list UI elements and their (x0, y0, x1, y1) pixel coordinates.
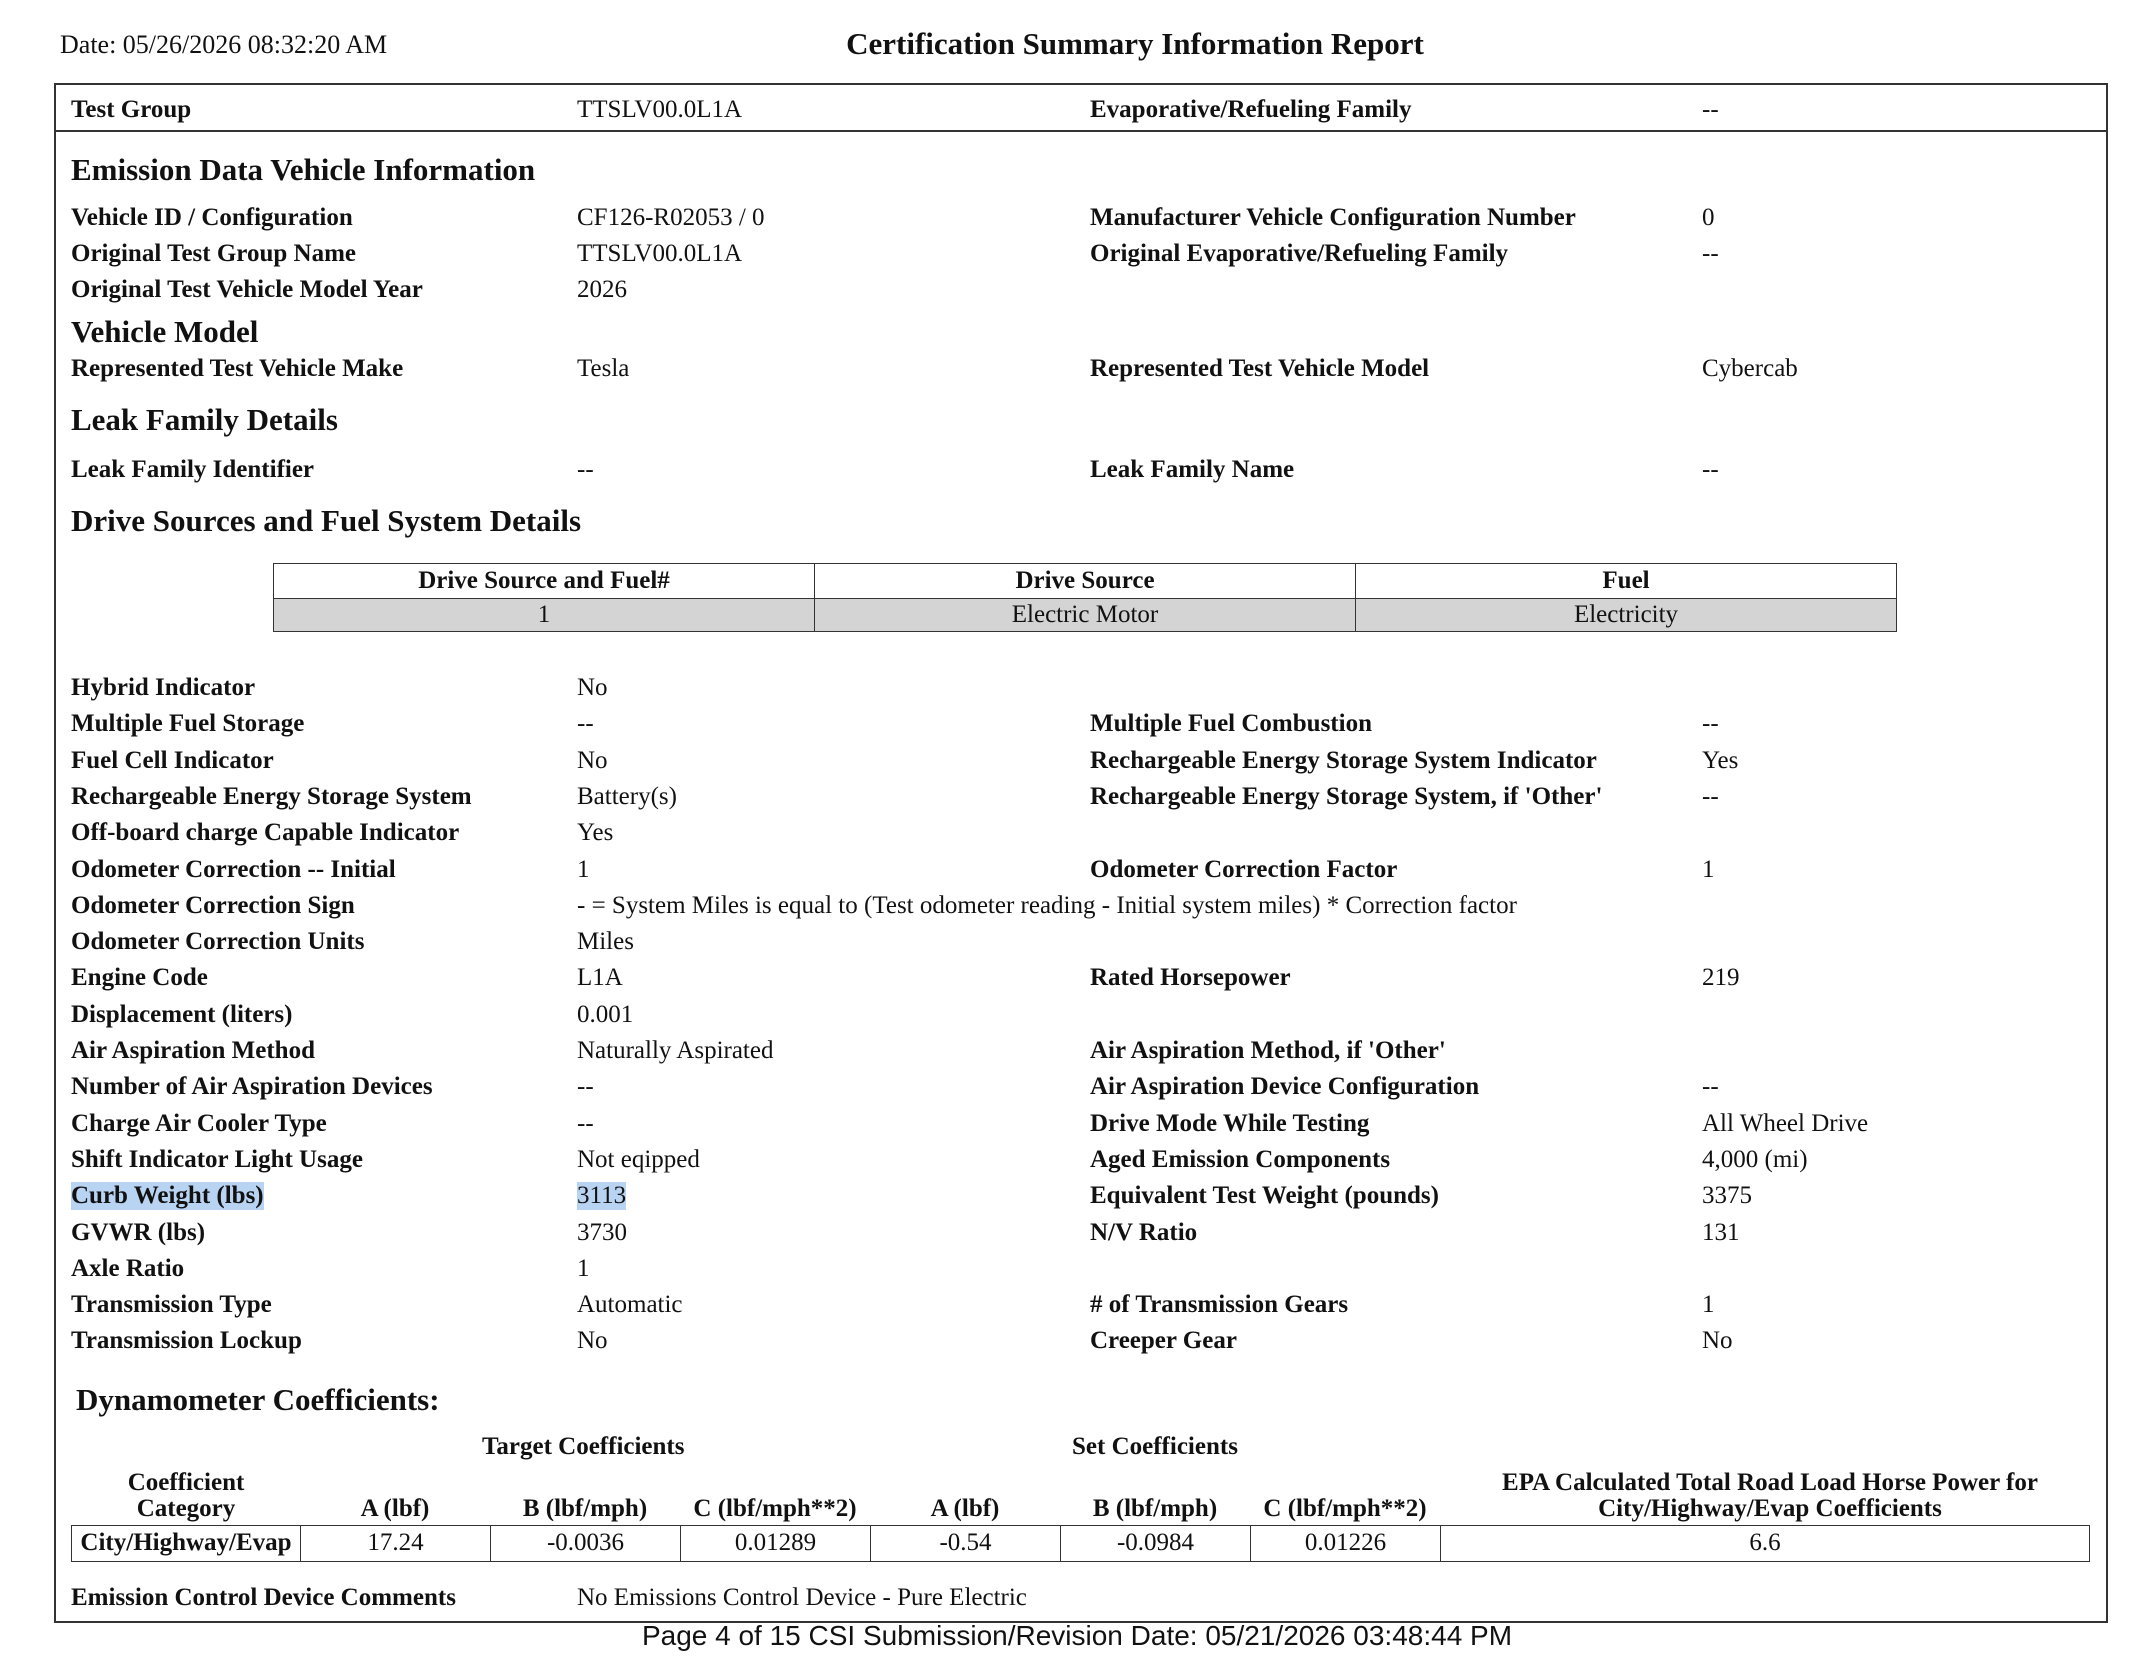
detail-label: Multiple Fuel Storage (71, 710, 305, 737)
detail-value-right: Yes (1702, 747, 1739, 774)
detail-value: -- (577, 710, 594, 737)
vehicle-model-label: Represented Test Vehicle Model (1090, 355, 1430, 382)
drive-col-fuel: Fuel (1356, 564, 1897, 599)
test-group-divider (54, 130, 2108, 132)
detail-value-right: 1 (1702, 1291, 1715, 1318)
dyno-table-row (71, 1525, 2090, 1562)
detail-value-right: 131 (1702, 1219, 1740, 1246)
detail-label-right: Multiple Fuel Combustion (1090, 710, 1372, 737)
dyno-cell-set-a: -0.54 (871, 1526, 1061, 1561)
detail-label: Shift Indicator Light Usage (71, 1146, 363, 1173)
detail-value: 0.001 (577, 1001, 634, 1028)
vehicle-id-label: Vehicle ID / Configuration (71, 204, 353, 231)
col-set-c-header: C (lbf/mph**2) (1263, 1495, 1427, 1522)
evap-family-value: -- (1702, 96, 1719, 123)
col-target-b-header: B (lbf/mph) (522, 1495, 648, 1522)
detail-label-right: Aged Emission Components (1090, 1146, 1391, 1173)
detail-label: Charge Air Cooler Type (71, 1110, 327, 1137)
orig-evap-label: Original Evaporative/Refueling Family (1090, 240, 1509, 267)
detail-value: 1 (577, 1255, 590, 1282)
dyno-cell-target-a: 17.24 (301, 1526, 491, 1561)
report-date: Date: 05/26/2026 08:32:20 AM (60, 30, 388, 59)
detail-value-right: No (1702, 1327, 1733, 1354)
detail-value: Not eqipped (577, 1146, 700, 1173)
orig-evap-value: -- (1702, 240, 1719, 267)
detail-label-right: Equivalent Test Weight (pounds) (1090, 1182, 1439, 1209)
detail-value-right: All Wheel Drive (1702, 1110, 1869, 1137)
drive-col-number: Drive Source and Fuel# (274, 564, 815, 599)
leak-name-label: Leak Family Name (1090, 456, 1295, 483)
detail-value: Naturally Aspirated (577, 1037, 774, 1064)
col-target-c-header: C (lbf/mph**2) (693, 1495, 857, 1522)
detail-value: - = System Miles is equal to (Test odometer reading - Initial system miles) * Correction factor (577, 892, 1517, 919)
detail-value: Miles (577, 928, 634, 955)
detail-label-right: # of Transmission Gears (1090, 1291, 1349, 1318)
detail-label-right: Odometer Correction Factor (1090, 856, 1398, 883)
comments-value: No Emissions Control Device - Pure Electric (577, 1584, 1027, 1611)
leak-section-title: Leak Family Details (71, 402, 338, 437)
detail-value: 3113 (577, 1182, 627, 1209)
comments-label: Emission Control Device Comments (71, 1584, 456, 1611)
detail-label: Air Aspiration Method (71, 1037, 315, 1064)
detail-label: Curb Weight (lbs) (71, 1182, 264, 1209)
detail-value: Battery(s) (577, 783, 677, 810)
drive-cell-source: Electric Motor (815, 599, 1356, 632)
test-group-value: TTSLV00.0L1A (577, 96, 743, 123)
detail-label: Displacement (liters) (71, 1001, 293, 1028)
detail-label-right: Air Aspiration Method, if 'Other' (1090, 1037, 1446, 1064)
detail-value: -- (577, 1110, 594, 1137)
mfr-config-label: Manufacturer Vehicle Configuration Number (1090, 204, 1576, 231)
vehicle-model-value: Cybercab (1702, 355, 1798, 382)
detail-label: Engine Code (71, 964, 208, 991)
leak-name-value: -- (1702, 456, 1719, 483)
target-coefficients-label: Target Coefficients (482, 1433, 685, 1460)
detail-label-right: Drive Mode While Testing (1090, 1110, 1370, 1137)
dyno-cell-epa: 6.6 (1749, 1529, 1781, 1556)
detail-label: Transmission Type (71, 1291, 272, 1318)
detail-label: Axle Ratio (71, 1255, 185, 1282)
dyno-cell-set-b: -0.0984 (1061, 1526, 1251, 1561)
col-target-a-header: A (lbf) (360, 1495, 430, 1522)
detail-label: Odometer Correction Sign (71, 892, 355, 919)
detail-value: 3730 (577, 1219, 627, 1246)
detail-label-right: N/V Ratio (1090, 1219, 1198, 1246)
detail-value-right: -- (1702, 1073, 1719, 1100)
set-coefficients-label: Set Coefficients (1072, 1433, 1238, 1460)
detail-label: GVWR (lbs) (71, 1219, 206, 1246)
vehicle-id-value: CF126-R02053 / 0 (577, 204, 765, 231)
detail-label-right: Creeper Gear (1090, 1327, 1237, 1354)
drive-cell-number: 1 (274, 599, 815, 632)
vehicle-make-value: Tesla (577, 355, 630, 382)
detail-label: Odometer Correction Units (71, 928, 365, 955)
detail-value-right: 1 (1702, 856, 1715, 883)
detail-value: L1A (577, 964, 623, 991)
detail-value: Automatic (577, 1291, 683, 1318)
drive-cell-fuel: Electricity (1356, 599, 1897, 632)
mfr-config-value: 0 (1702, 204, 1715, 231)
dyno-cell-set-c: 0.01226 (1251, 1526, 1441, 1561)
detail-label-right: Air Aspiration Device Configuration (1090, 1073, 1480, 1100)
detail-label: Hybrid Indicator (71, 674, 256, 701)
col-category-header: Coefficient Category (127, 1469, 245, 1522)
orig-test-group-label: Original Test Group Name (71, 240, 356, 267)
detail-label: Odometer Correction -- Initial (71, 856, 396, 883)
detail-value: No (577, 747, 608, 774)
detail-label: Fuel Cell Indicator (71, 747, 274, 774)
col-set-b-header: B (lbf/mph) (1092, 1495, 1218, 1522)
col-epa-header: EPA Calculated Total Road Load Horse Power for City/Highway/Evap Coefficients (1502, 1469, 2038, 1522)
detail-value: No (577, 674, 608, 701)
leak-id-label: Leak Family Identifier (71, 456, 315, 483)
report-title: Certification Summary Information Report (846, 26, 1424, 61)
orig-test-group-value: TTSLV00.0L1A (577, 240, 743, 267)
dyno-section-title: Dynamometer Coefficients: (76, 1382, 440, 1417)
detail-label-right: Rated Horsepower (1090, 964, 1291, 991)
dyno-cell-target-b: -0.0036 (491, 1526, 681, 1561)
detail-value-right: 3375 (1702, 1182, 1752, 1209)
detail-value-right: 219 (1702, 964, 1740, 991)
col-set-a-header: A (lbf) (930, 1495, 1000, 1522)
drive-col-source: Drive Source (815, 564, 1356, 599)
vehicle-make-label: Represented Test Vehicle Make (71, 355, 404, 382)
detail-label: Rechargeable Energy Storage System (71, 783, 472, 810)
dyno-cell-target-c: 0.01289 (681, 1526, 871, 1561)
orig-model-year-label: Original Test Vehicle Model Year (71, 276, 423, 303)
detail-value-right: 4,000 (mi) (1702, 1146, 1808, 1173)
orig-model-year-value: 2026 (577, 276, 627, 303)
detail-label: Off-board charge Capable Indicator (71, 819, 460, 846)
detail-value-right: -- (1702, 710, 1719, 737)
detail-label: Transmission Lockup (71, 1327, 302, 1354)
detail-value: No (577, 1327, 608, 1354)
detail-value-right: -- (1702, 783, 1719, 810)
detail-label: Number of Air Aspiration Devices (71, 1073, 433, 1100)
detail-value: Yes (577, 819, 614, 846)
page-footer: Page 4 of 15 CSI Submission/Revision Date: 05/21/2026 03:48:44 PM (641, 1620, 1513, 1651)
test-group-label: Test Group (71, 96, 192, 123)
detail-label-right: Rechargeable Energy Storage System, if 'Other' (1090, 783, 1603, 810)
drive-source-table (273, 563, 1897, 632)
detail-label-right: Rechargeable Energy Storage System Indicator (1090, 747, 1597, 774)
detail-value: -- (577, 1073, 594, 1100)
dyno-cell-category: City/Highway/Evap (72, 1526, 301, 1561)
leak-id-value: -- (577, 456, 594, 483)
evap-family-label: Evaporative/Refueling Family (1090, 96, 1412, 123)
detail-value: 1 (577, 856, 590, 883)
drive-section-title: Drive Sources and Fuel System Details (71, 503, 582, 538)
edv-section-title: Emission Data Vehicle Information (71, 152, 536, 187)
vehicle-model-section-title: Vehicle Model (71, 314, 259, 349)
